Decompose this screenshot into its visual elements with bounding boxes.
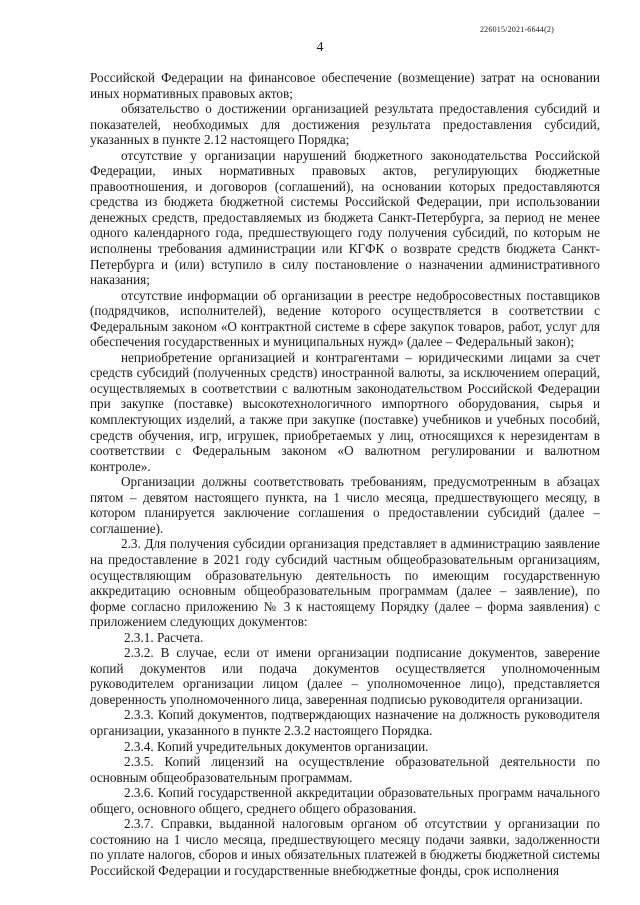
paragraph-2-3-4: 2.3.4. Копий учредительных документов организации. xyxy=(124,738,429,754)
paragraph-no-violations: отсутствие у организации нарушений бюджетного законодательства Российской Федерации, иных нормативных правовых актов, регулирующих бюджетные правоотношения, и договоров (соглашений), на основании которых предоставляются средства из бюджета бюджетной системы Российской Федерации, при использовании денежных средств, предоставляемых из бюджета Санкт-Петербурга, за период не менее одного календарного года, предшествующего году получения субсидий, по которым не исполнены требования администрации или КГФК о возврате средств бюджета Санкт-Петербурга и (или) вступило в силу постановление о назначении административного наказания; xyxy=(90,147,600,288)
paragraph-continuation: Российской Федерации на финансовое обеспечение (возмещение) затрат на основании иных нормативных правовых актов; xyxy=(90,70,600,101)
paragraph-2-3: 2.3. Для получения субсидии организация представляет в администрацию заявление на предоставление в 2021 году субсидий частным общеобразовательным организациям, осуществляющим образовательную деятельность по имеющим государственную аккредитацию основным общеобразовательным программам (далее – заявление), по форме согласно приложению № 3 к настоящему Порядку (далее – форма заявления) с приложением следующих документов: xyxy=(90,536,600,630)
paragraph-2-3-2: 2.3.2. В случае, если от имени организации подписание документов, заверение копий документов или подача документов осуществляется уполномоченным руководителем организации лицом (далее – уполномоченное лицо), представляется доверенность уполномоченного лица, заверенная подписью руководителя организации. xyxy=(90,645,600,707)
paragraph-2-3-3: 2.3.3. Копий документов, подтверждающих назначение на должность руководителя организации, указанного в пункте 2.3.2 настоящего Порядка. xyxy=(90,707,600,738)
paragraph-no-registry: отсутствие информации об организации в реестре недобросовестных поставщиков (подрядчиков, исполнителей), ведение которого осуществляется в соответствии с Федеральным законом «О контрактной системе в сфере закупок товаров, работ, услуг для обеспечения государственных и муниципальных нужд» (далее – Федеральный закон); xyxy=(90,287,600,350)
paragraph-2-3-5: 2.3.5. Копий лицензий на осуществление образовательной деятельности по основным общеобразовательным программам. xyxy=(90,754,600,785)
document-body xyxy=(90,70,600,878)
paragraph-2-3-6: 2.3.6. Копий государственной аккредитации образовательных программ начального общего, основного общего, среднего общего образования. xyxy=(90,785,600,816)
paragraph-obligation: обязательство о достижении организацией результата предоставления субсидий и показателей, необходимых для достижения результата предоставления субсидий, указанных в пункте 2.12 настоящего Порядка; xyxy=(90,101,600,148)
paragraph-2-3-1: 2.3.1. Расчета. xyxy=(124,629,204,645)
document-number: 226015/2021-6644(2) xyxy=(479,25,554,34)
page-number: 4 xyxy=(316,40,324,55)
paragraph-2-3-7: 2.3.7. Справки, выданной налоговым органом об отсутствии у организации по состоянию на 1 число месяца, предшествующего месяцу подачи заявки, задолженности по уплате налогов, сборов и иных обязательных платежей в бюджеты бюджетной системы Российской Федерации и государственные внебюджетные фонды, срок исполнения xyxy=(90,816,600,878)
paragraph-requirements: Организации должны соответствовать требованиям, предусмотренным в абзацах пятом – девятом настоящего пункта, на 1 число месяца, предшествующего месяцу, в котором планируется заключение соглашения о предоставлении субсидий (далее – соглашение). xyxy=(90,474,600,536)
paragraph-no-currency: неприобретение организацией и контрагентами – юридическими лицами за счет средств субсидий (полученных средств) иностранной валюты, за исключением операций, осуществляемых в соответствии с валютным законодательством Российской Федерации при закупке (поставке) высокотехнологичного импортного оборудования, сырья и комплектующих изделий, а также при закупке (поставке) учебников и учебных пособий, средств обучения, игр, игрушек, приобретаемых у лиц, относящихся к нерезидентам в соответствии с Федеральным законом «О валютном регулировании и валютном контроле». xyxy=(90,349,600,474)
